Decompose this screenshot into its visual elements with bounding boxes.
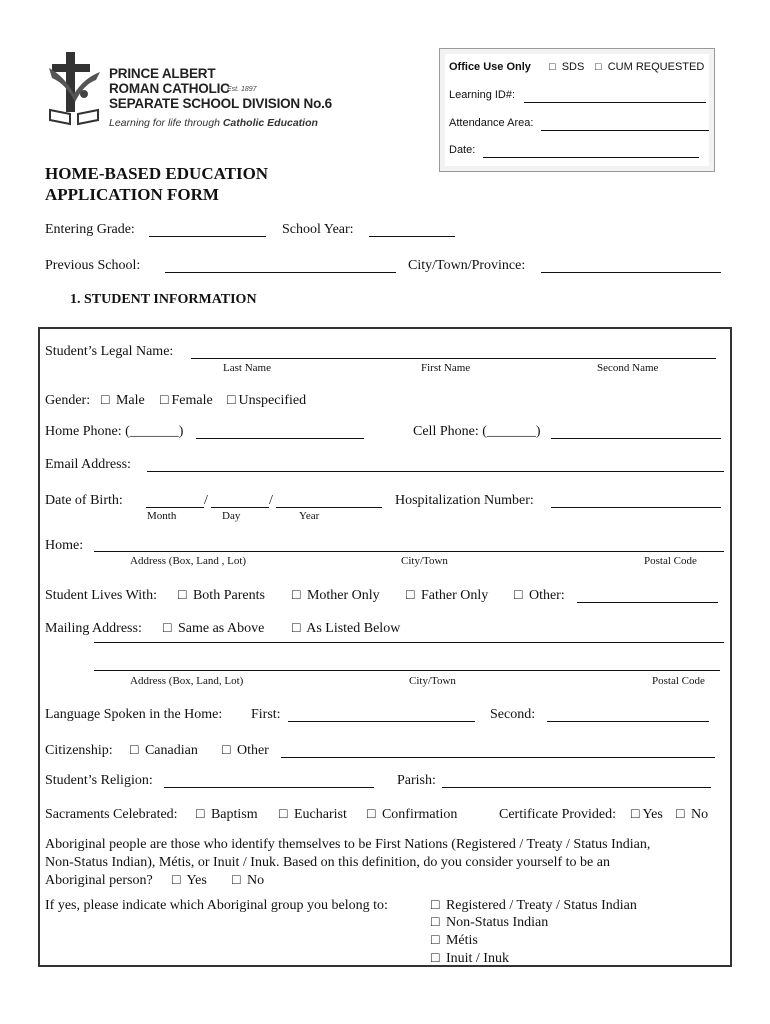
citizenship-other-field[interactable] bbox=[281, 757, 715, 758]
office-use-box bbox=[439, 48, 715, 172]
lives-other-field[interactable] bbox=[577, 602, 718, 603]
year-caption: Year bbox=[299, 510, 320, 522]
canadian-checkbox[interactable]: □ Canadian bbox=[130, 743, 198, 759]
cross-book-emblem-icon bbox=[44, 50, 106, 128]
school-division-logo bbox=[44, 50, 332, 140]
first-name-caption: First Name bbox=[421, 362, 471, 374]
school-year-label: School Year: bbox=[282, 222, 354, 237]
day-caption: Day bbox=[222, 510, 241, 522]
previous-school-label: Previous School: bbox=[45, 258, 141, 273]
sds-checkbox[interactable]: □ SDS bbox=[549, 61, 584, 73]
dob-label: Date of Birth: bbox=[45, 493, 123, 508]
logo-tagline: Learning for life through Catholic Education bbox=[109, 117, 318, 129]
cum-requested-checkbox[interactable]: □ CUM REQUESTED bbox=[595, 61, 704, 73]
learning-id-label: Learning ID#: bbox=[449, 89, 516, 101]
last-name-caption: Last Name bbox=[223, 362, 271, 374]
second-name-caption: Second Name bbox=[597, 362, 659, 374]
previous-school-field[interactable] bbox=[165, 272, 396, 273]
father-only-checkbox[interactable]: □ Father Only bbox=[406, 588, 488, 604]
language-label: Language Spoken in the Home: bbox=[45, 707, 223, 722]
aboriginal-yes-checkbox[interactable]: □ Yes bbox=[172, 873, 207, 889]
dob-slash-2: / bbox=[269, 493, 273, 508]
group-non-status-checkbox[interactable]: □ Non-Status Indian bbox=[431, 915, 548, 931]
group-inuit-checkbox[interactable]: □ Inuit / Inuk bbox=[431, 951, 509, 967]
religion-field[interactable] bbox=[164, 787, 374, 788]
logo-line-2: ROMAN CATHOLIC bbox=[109, 81, 230, 96]
mailing-address-label: Mailing Address: bbox=[45, 621, 142, 636]
dob-month-field[interactable] bbox=[146, 507, 204, 508]
student-information-box bbox=[38, 327, 732, 967]
eucharist-checkbox[interactable]: □ Eucharist bbox=[279, 807, 347, 823]
home-address-field[interactable] bbox=[94, 551, 724, 552]
home-label: Home: bbox=[45, 538, 84, 553]
parish-label: Parish: bbox=[397, 773, 436, 788]
form-title: HOME-BASED EDUCATION APPLICATION FORM bbox=[45, 164, 269, 204]
aboriginal-text-line-2: Non-Status Indian), Métis, or Inuit / Inuk. Based on this definition, do you consider yourself to be an bbox=[45, 855, 610, 870]
dob-day-field[interactable] bbox=[211, 507, 269, 508]
cell-phone-field[interactable] bbox=[551, 438, 721, 439]
gender-label: Gender: bbox=[45, 393, 91, 408]
dob-slash-1: / bbox=[204, 493, 208, 508]
date-label: Date: bbox=[449, 144, 476, 156]
group-metis-checkbox[interactable]: □ Métis bbox=[431, 933, 478, 949]
gender-unspecified-checkbox[interactable]: □ Unspecified bbox=[227, 393, 306, 409]
mailing-address-line-2[interactable] bbox=[94, 670, 720, 671]
religion-label: Student’s Religion: bbox=[45, 773, 153, 788]
attendance-area-label: Attendance Area: bbox=[449, 117, 534, 129]
mailing-city-caption: City/Town bbox=[409, 675, 456, 687]
entering-grade-field[interactable] bbox=[149, 236, 266, 237]
confirmation-checkbox[interactable]: □ Confirmation bbox=[367, 807, 457, 823]
aboriginal-group-prompt: If yes, please indicate which Aboriginal group you belong to: bbox=[45, 898, 388, 913]
home-address-caption: Address (Box, Land , Lot) bbox=[130, 555, 247, 567]
cell-phone-label: Cell Phone: (_______) bbox=[413, 424, 541, 439]
office-use-title: Office Use Only bbox=[449, 61, 531, 73]
aboriginal-text-line-1: Aboriginal people are those who identify themselves to be First Nations (Registered / Treaty / Status Indian, bbox=[45, 837, 651, 852]
school-year-field[interactable] bbox=[369, 236, 455, 237]
sacraments-label: Sacraments Celebrated: bbox=[45, 807, 178, 822]
logo-line-1: PRINCE ALBERT bbox=[109, 66, 216, 81]
citizenship-other-checkbox[interactable]: □ Other bbox=[222, 743, 269, 759]
same-as-above-checkbox[interactable]: □ Same as Above bbox=[163, 621, 264, 637]
language-first-field[interactable] bbox=[288, 721, 475, 722]
certificate-label: Certificate Provided: bbox=[499, 807, 617, 822]
gender-female-checkbox[interactable]: □ Female bbox=[160, 393, 213, 409]
mother-only-checkbox[interactable]: □ Mother Only bbox=[292, 588, 380, 604]
citizenship-label: Citizenship: bbox=[45, 743, 113, 758]
language-second-field[interactable] bbox=[547, 721, 709, 722]
office-date-field[interactable] bbox=[483, 157, 699, 158]
city-province-field[interactable] bbox=[541, 272, 721, 273]
certificate-no-checkbox[interactable]: □ No bbox=[676, 807, 708, 823]
logo-line-3: SEPARATE SCHOOL DIVISION No.6 bbox=[109, 96, 332, 111]
language-second-label: Second: bbox=[490, 707, 536, 722]
mailing-postal-caption: Postal Code bbox=[652, 675, 705, 687]
month-caption: Month bbox=[147, 510, 177, 522]
aboriginal-no-checkbox[interactable]: □ No bbox=[232, 873, 264, 889]
home-phone-label: Home Phone: (_______) bbox=[45, 424, 184, 439]
gender-male-checkbox[interactable]: □ Male bbox=[101, 393, 145, 409]
mailing-address-line-1[interactable] bbox=[94, 642, 724, 643]
parish-field[interactable] bbox=[442, 787, 711, 788]
section-student-information: 1. STUDENT INFORMATION bbox=[70, 292, 257, 307]
legal-name-field[interactable] bbox=[191, 358, 716, 359]
both-parents-checkbox[interactable]: □ Both Parents bbox=[178, 588, 265, 604]
entering-grade-label: Entering Grade: bbox=[45, 222, 135, 237]
mailing-address-caption: Address (Box, Land, Lot) bbox=[130, 675, 244, 687]
home-city-caption: City/Town bbox=[401, 555, 448, 567]
certificate-yes-checkbox[interactable]: □ Yes bbox=[631, 807, 663, 823]
baptism-checkbox[interactable]: □ Baptism bbox=[196, 807, 258, 823]
dob-year-field[interactable] bbox=[276, 507, 382, 508]
email-field[interactable] bbox=[147, 471, 724, 472]
as-listed-below-checkbox[interactable]: □ As Listed Below bbox=[292, 621, 400, 637]
learning-id-field[interactable] bbox=[524, 102, 706, 103]
hospitalization-field[interactable] bbox=[551, 507, 721, 508]
hospitalization-label: Hospitalization Number: bbox=[395, 493, 534, 508]
city-province-label: City/Town/Province: bbox=[408, 258, 526, 273]
home-postal-caption: Postal Code bbox=[644, 555, 697, 567]
aboriginal-question: Aboriginal person? bbox=[45, 873, 153, 888]
lives-with-label: Student Lives With: bbox=[45, 588, 157, 603]
home-phone-field[interactable] bbox=[196, 438, 364, 439]
group-registered-checkbox[interactable]: □ Registered / Treaty / Status Indian bbox=[431, 898, 637, 914]
email-label: Email Address: bbox=[45, 457, 131, 472]
lives-other-checkbox[interactable]: □ Other: bbox=[514, 588, 565, 604]
language-first-label: First: bbox=[251, 707, 281, 722]
attendance-area-field[interactable] bbox=[541, 130, 709, 131]
legal-name-label: Student’s Legal Name: bbox=[45, 344, 174, 359]
logo-est: Est. 1897 bbox=[227, 86, 257, 93]
